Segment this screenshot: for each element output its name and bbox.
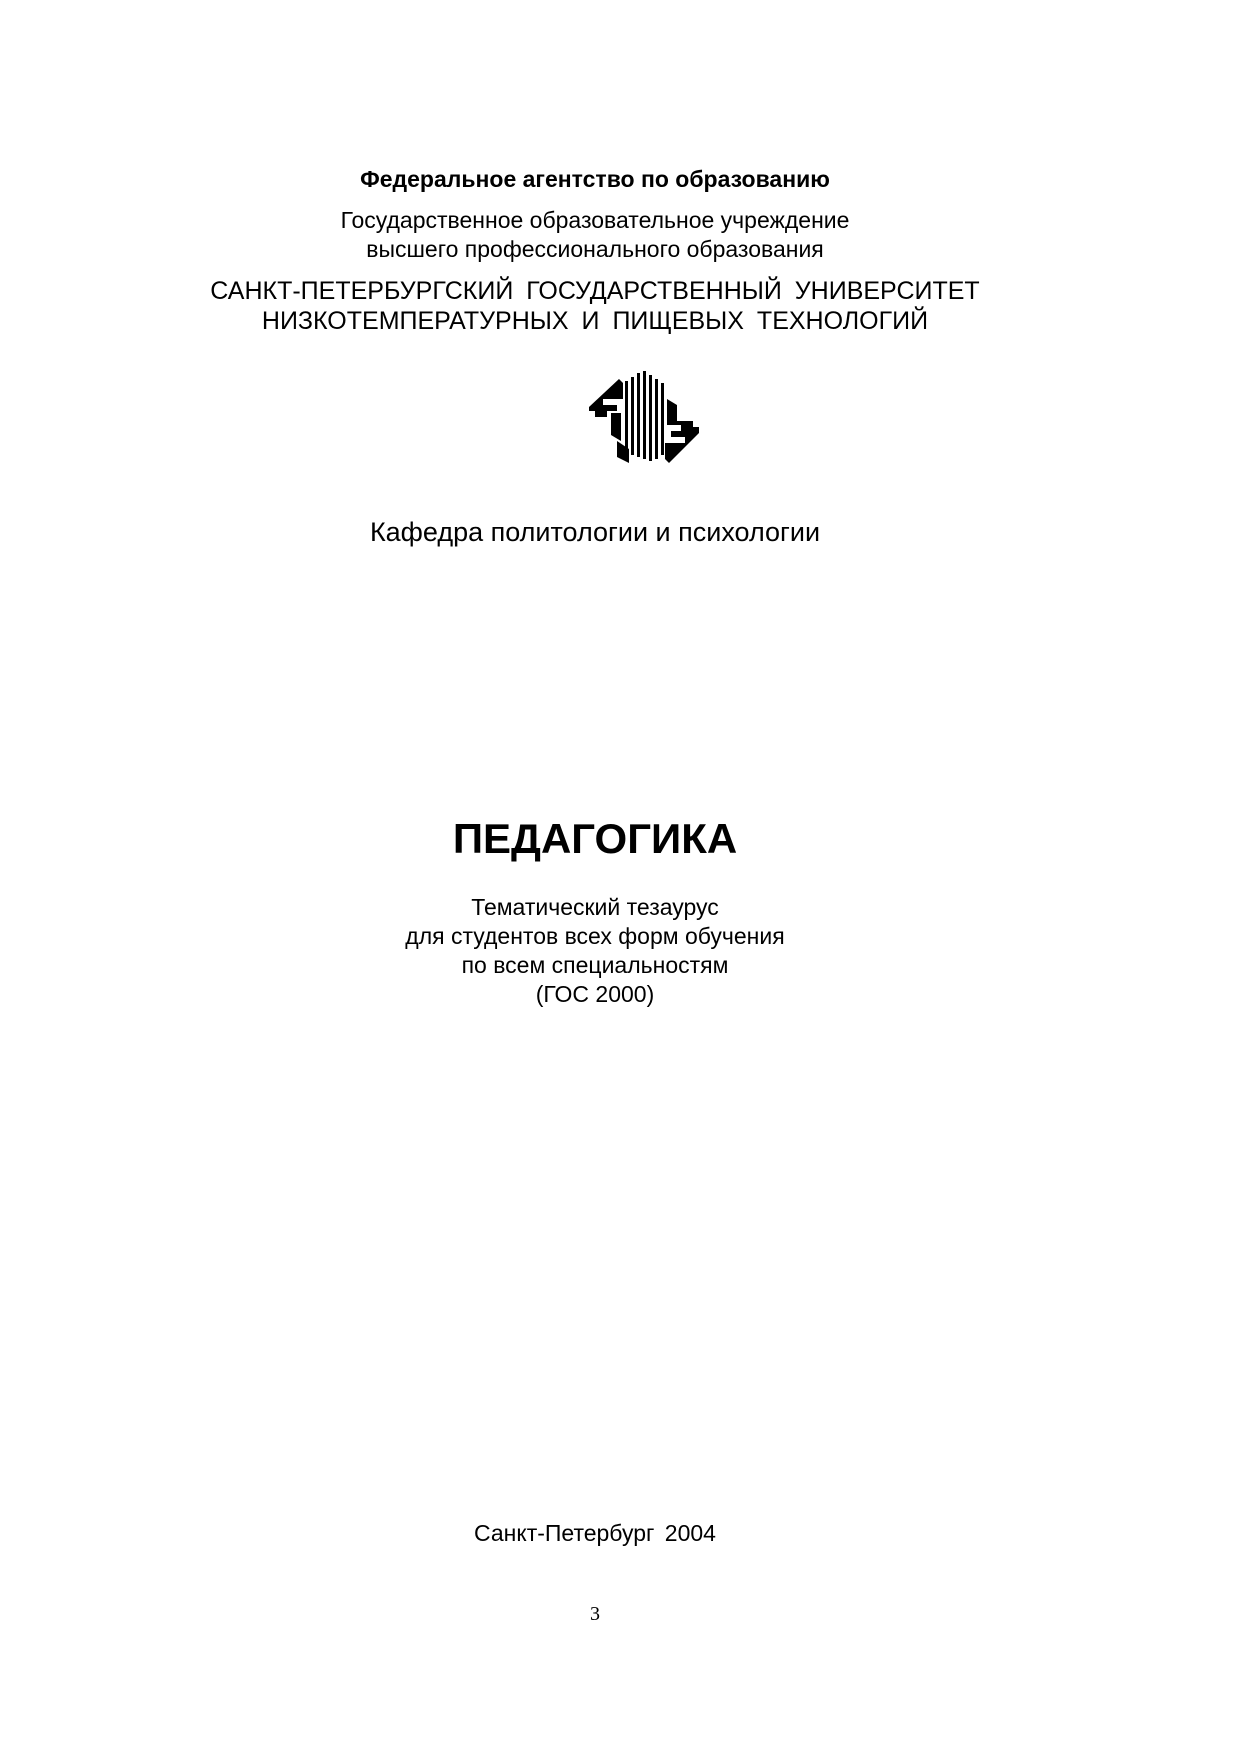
document-title: ПЕДАГОГИКА	[452, 815, 738, 862]
subtitle-line: (ГОС 2000)	[535, 981, 655, 1007]
university-name-line-1: САНКТ-ПЕТЕРБУРГСКИЙ ГОСУДАРСТВЕННЫЙ УНИВЕРСИТЕТ	[210, 277, 980, 305]
page-number: 3	[590, 1603, 600, 1625]
university-name-line-2: НИЗКОТЕМПЕРАТУРНЫХ И ПИЩЕВЫХ ТЕХНОЛОГИЙ	[261, 307, 929, 335]
institution-line-1: Государственное образовательное учреждение	[340, 207, 850, 233]
subtitle-line: по всем специальностям	[461, 952, 729, 978]
subtitle-line: Тематический тезаурус	[471, 894, 719, 920]
city-and-year: Санкт-Петербург 2004	[474, 1520, 716, 1546]
institution-line-2: высшего профессионального образования	[366, 236, 824, 262]
university-emblem-icon	[589, 371, 699, 471]
department-name: Кафедра политологии и психологии	[369, 517, 821, 547]
agency-name: Федеральное агентство по образованию	[360, 166, 830, 192]
subtitle-line: для студентов всех форм обучения	[405, 923, 785, 949]
